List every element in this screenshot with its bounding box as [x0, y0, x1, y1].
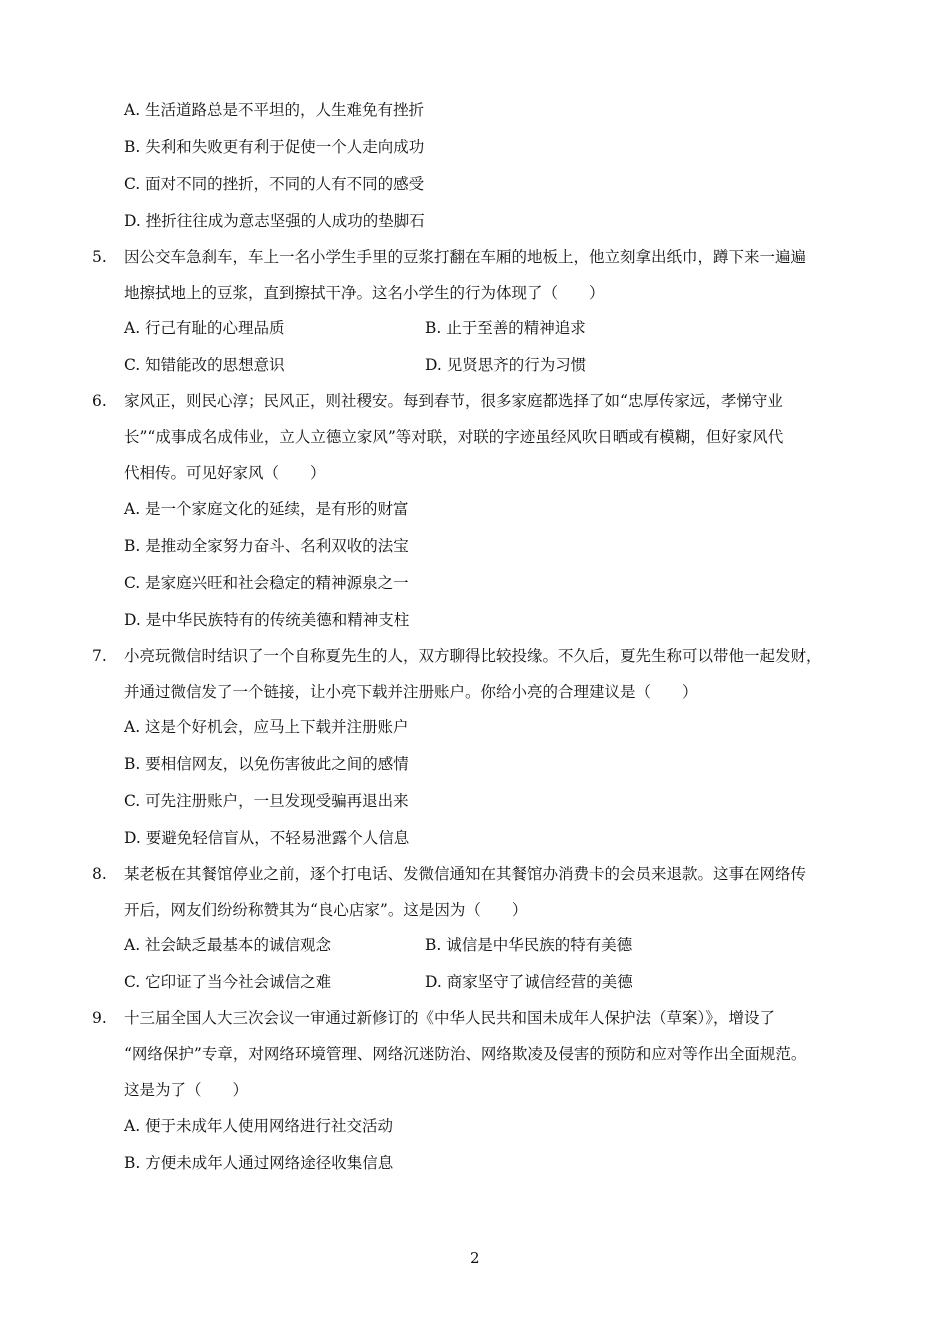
- q8-stem-line1: 某老板在其餐馆停业之前，逐个打电话、发微信通知在其餐馆办消费卡的会员来退款。这事在网络传: [124, 865, 807, 883]
- q9-stem-line2: “网络保护”专章，对网络环境管理、网络沉迷防治、网络欺凌及侵害的预防和应对等作出全面规范。: [124, 1045, 807, 1063]
- q5-option-b: B. 止于至善的精神追求: [425, 319, 586, 337]
- q9-number: 9.: [92, 1009, 107, 1027]
- q6-option-b: B. 是推动全家努力奋斗、名利双收的法宝: [124, 537, 409, 555]
- q8-option-c: C. 它印证了当今社会诚信之难: [124, 973, 332, 991]
- q8-option-a: A. 社会缺乏最基本的诚信观念: [124, 936, 332, 954]
- q9-stem-line1: 十三届全国人大三次会议一审通过新修订的《中华人民共和国未成年人保护法（草案）》，增设了: [124, 1009, 776, 1027]
- q4-option-b: B. 失利和失败更有利于促使一个人走向成功: [124, 138, 425, 156]
- q7-stem-line2: 并通过微信发了一个链接，让小亮下载并注册账户。你给小亮的合理建议是（ ）: [124, 683, 698, 701]
- q6-option-a: A. 是一个家庭文化的延续，是有形的财富: [124, 500, 409, 518]
- q8-number: 8.: [92, 865, 107, 883]
- q6-option-d: D. 是中华民族特有的传统美德和精神支柱: [124, 611, 410, 629]
- q4-option-d: D. 挫折往往成为意志坚强的人成功的垫脚石: [124, 212, 425, 230]
- q7-number: 7.: [92, 647, 107, 665]
- q9-option-b: B. 方便未成年人通过网络途径收集信息: [124, 1154, 394, 1172]
- q6-stem-line3: 代相传。可见好家风（ ）: [124, 464, 326, 482]
- q7-stem-line1: 小亮玩微信时结识了一个自称夏先生的人，双方聊得比较投缘。不久后，夏先生称可以带他一起发财，: [124, 647, 822, 665]
- q5-stem-line1: 因公交车急刹车，车上一名小学生手里的豆浆打翻在车厢的地板上，他立刻拿出纸巾，蹲下来一遍遍: [124, 248, 807, 266]
- q6-option-c: C. 是家庭兴旺和社会稳定的精神源泉之一: [124, 574, 409, 592]
- q8-option-b: B. 诚信是中华民族的特有美德: [425, 936, 633, 954]
- q5-option-c: C. 知错能改的思想意识: [124, 356, 285, 374]
- q7-option-c: C. 可先注册账户，一旦发现受骗再退出来: [124, 792, 409, 810]
- q5-stem-line2: 地擦拭地上的豆浆，直到擦拭干净。这名小学生的行为体现了（ ）: [124, 284, 605, 302]
- q8-option-d: D. 商家坚守了诚信经营的美德: [425, 973, 633, 991]
- q9-option-a: A. 便于未成年人使用网络进行社交活动: [124, 1117, 394, 1135]
- q5-option-a: A. 行己有耻的心理品质: [124, 319, 285, 337]
- q6-stem-line2: 长”“成事成名成伟业，立人立德立家风”等对联，对联的字迹虽经风吹日晒或有模糊，但好家风代: [124, 428, 784, 446]
- q9-stem-line3: 这是为了（ ）: [124, 1081, 249, 1099]
- q5-number: 5.: [92, 248, 107, 266]
- q6-stem-line1: 家风正，则民心淳；民风正，则社稷安。每到春节，很多家庭都选择了如“忠厚传家远，孝悌守业: [124, 392, 783, 410]
- q7-option-a: A. 这是个好机会，应马上下载并注册账户: [124, 718, 409, 736]
- q8-stem-line2: 开后，网友们纷纷称赞其为“良心店家”。这是因为（ ）: [124, 901, 528, 919]
- q6-number: 6.: [92, 392, 107, 410]
- page-number: 2: [470, 1249, 480, 1267]
- q7-option-b: B. 要相信网友，以免伤害彼此之间的感情: [124, 755, 409, 773]
- q5-option-d: D. 见贤思齐的行为习惯: [425, 356, 587, 374]
- q4-option-a: A. 生活道路总是不平坦的，人生难免有挫折: [124, 101, 425, 119]
- q7-option-d: D. 要避免轻信盲从，不轻易泄露个人信息: [124, 829, 410, 847]
- q4-option-c: C. 面对不同的挫折，不同的人有不同的感受: [124, 175, 425, 193]
